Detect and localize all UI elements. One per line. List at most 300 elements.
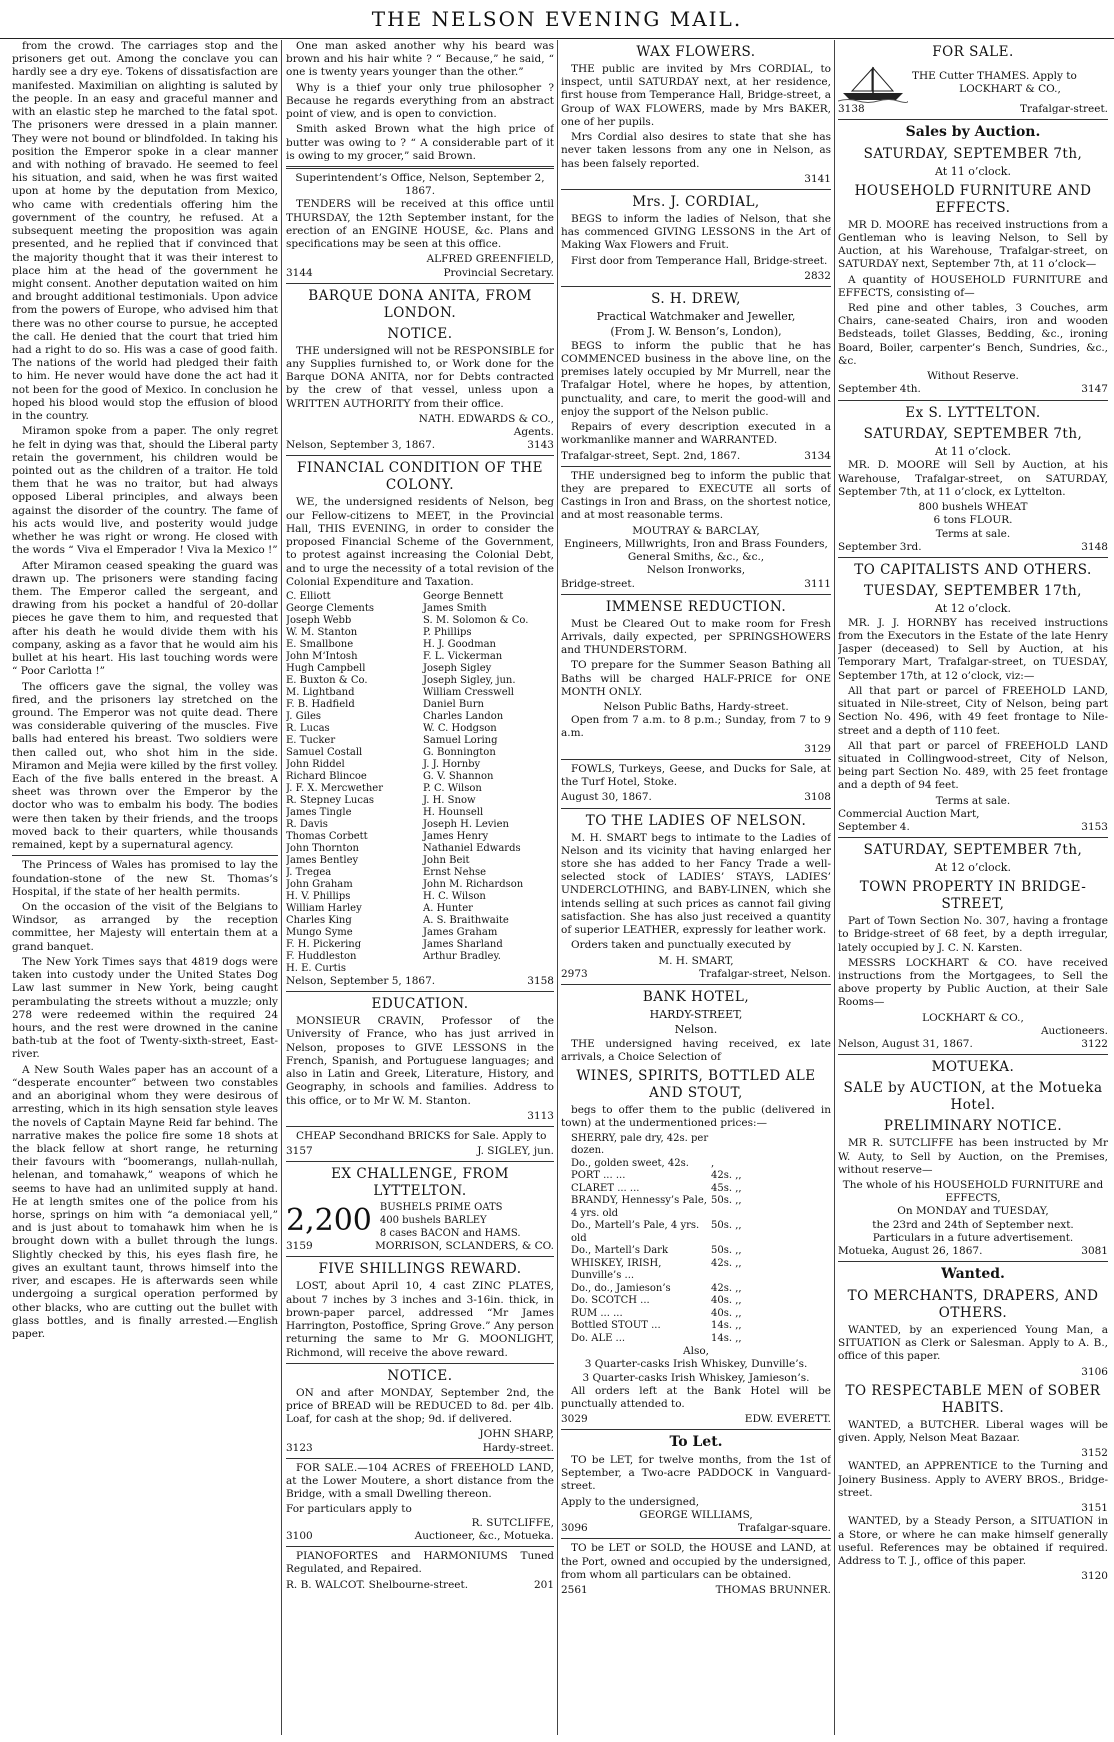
column-1 (12, 40, 278, 1735)
challenge-line: BUSHELS PRIME OATS (379, 1202, 503, 1214)
ad-number: 3134 (804, 449, 831, 462)
piano-body: PIANOFORTES and HARMONIUMS Tuned Regulated, and Repaired. (286, 1550, 554, 1576)
auction-date: SATURDAY, SEPTEMBER 7th, (863, 145, 1083, 162)
acres-body: FOR SALE.—104 ACRES of FREEHOLD LAND, at the Lower Moutere, a short distance from the Bridge, with a small Dwelling thereon. (286, 1461, 554, 1501)
drew-body-2: Repairs of every description executed in a workmanlike manner and WARRANTED. (561, 421, 831, 447)
price-row (561, 1320, 831, 1333)
signatory-name: H. E. Curtis (286, 963, 346, 974)
price-row (561, 1195, 831, 1220)
cordial-title: Mrs. J. CORDIAL, (632, 193, 760, 210)
divider (561, 808, 831, 809)
divider (561, 189, 831, 190)
divider (838, 400, 1108, 401)
ad-number: 3111 (804, 577, 831, 590)
price-value: 14s. ,, (711, 1320, 742, 1332)
forsale-block (838, 63, 1108, 103)
tolet-signer: GEORGE WILLIAMS, (639, 1508, 753, 1521)
divider (838, 1261, 1108, 1262)
divider (286, 991, 554, 992)
divider (286, 283, 554, 284)
ad-date: Motueka, August 26, 1867. (838, 1245, 983, 1258)
signatory-name: J. H. Snow (423, 795, 476, 806)
price-item: WHISKEY, IRISH, Dunville’s ... (571, 1257, 662, 1282)
capitalists-terms: Terms at sale. (935, 794, 1011, 807)
cordial-body-2: First door from Temperance Hall, Bridge-street. (571, 254, 828, 267)
signatory-name: Richard Blincoe (286, 771, 367, 782)
ad-number: 3157 (286, 1145, 313, 1158)
joke-item: One man asked another why his beard was brown and his hair white ? “ Because,” he said, “ one is twenty years younger than the other.” (286, 40, 554, 79)
auction-item: 6 tons FLOUR. (933, 514, 1013, 527)
motueka-line: The whole of his HOUSEHOLD FURNITURE and EFFECTS, (842, 1179, 1104, 1205)
ad-date: Trafalgar-street, Sept. 2nd, 1867. (561, 449, 741, 462)
price-item: BRANDY, Hennessy’s Pale, 4 yrs. old (571, 1195, 707, 1219)
ladies-signer: M. H. SMART, (658, 954, 734, 967)
bank-title: BANK HOTEL, (642, 988, 750, 1005)
moutray-signer: MOUTRAY & BARCLAY, (632, 524, 760, 537)
signatory-name: E. Tucker (286, 735, 336, 746)
ad-number: 3152 (1081, 1447, 1108, 1460)
bank-headline: WINES, SPIRITS, BOTTLED ALE AND STOUT, (576, 1068, 816, 1102)
auction-body: MR. D. MOORE will Sell by Auction, at his Warehouse, Trafalgar-street, on SATURDAY, September 7th, at 11 o’clock, ex Lyttelton. (838, 459, 1108, 498)
price-item: Do., golden sweet, 42s. (571, 1157, 689, 1169)
wanted-body: WANTED, a BUTCHER. Liberal wages will be given. Apply, Nelson Meat Bazaar. (838, 1418, 1108, 1445)
ad-date: Nelson, September 3, 1867. (286, 439, 436, 452)
signatory-name: John Thornton (286, 843, 359, 854)
price-row (561, 1133, 831, 1158)
notice-heading: NOTICE. (387, 325, 453, 342)
divider (286, 1458, 554, 1459)
price-value: 42s. ,, (711, 1257, 742, 1269)
signatory-name: S. M. Solomon & Co. (423, 615, 529, 626)
barque-title: BARQUE DONA ANITA, FROM LONDON. (308, 287, 532, 321)
signatory-name: J. F. X. Mercwether (286, 783, 383, 794)
divider (12, 855, 278, 856)
ad-number: 3106 (1081, 1365, 1108, 1378)
bank-body-3: All orders left at the Bank Hotel will be punctually attended to. (561, 1384, 831, 1410)
wanted-heading: TO RESPECTABLE MEN of SOBER HABITS. (845, 1382, 1101, 1416)
signatory-name: W. M. Stanton (286, 627, 358, 638)
town-body: Part of Town Section No. 307, having a frontage to Bridge-street of 68 feet, by a depth irregular, lately occupied by J. C. N. Karsten. (838, 915, 1108, 954)
ad-number: 3120 (1081, 1570, 1108, 1583)
signatory-name: J. J. Hornby (423, 759, 481, 770)
ad-number: 3147 (1081, 383, 1108, 396)
price-row (561, 1258, 831, 1283)
ad-number: 3143 (527, 439, 554, 452)
divider (561, 1538, 831, 1539)
town-date: SATURDAY, SEPTEMBER 7th, (863, 842, 1083, 859)
barque-agents: Agents. (513, 426, 554, 439)
reward-title: FIVE SHILLINGS REWARD. (318, 1261, 522, 1278)
signatory-name: John M. Richardson (423, 879, 524, 890)
capitalists-mart: Commercial Auction Mart, (838, 807, 980, 820)
price-item: SHERRY, pale dry, 42s. per dozen. (571, 1132, 709, 1157)
ad-date: September 4. (838, 821, 910, 834)
divider (561, 759, 831, 760)
price-item: RUM ... ... (571, 1307, 623, 1319)
signatory-name: Mungo Syme (286, 927, 353, 938)
challenge-title: EX CHALLENGE, FROM LYTTELTON. (331, 1166, 509, 1200)
price-item: Do., Martell’s Pale, 4 yrs. old (571, 1220, 700, 1244)
signer-title: Auctioneers. (1040, 1024, 1108, 1037)
forsale-addr: Trafalgar-street. (1020, 103, 1108, 115)
divider (286, 1363, 554, 1364)
news-item: On the occasion of the visit of the Belgians to Windsor, as arranged by the reception committee, her Majesty will entertain them at a grand banquet. (12, 901, 278, 953)
bread-signer: JOHN SHARP, (479, 1428, 554, 1441)
price-list (561, 1133, 831, 1346)
price-item: Bottled STOUT ... (571, 1320, 661, 1332)
tenders-office: Superintendent’s Office, Nelson, September 2, 1867. (295, 171, 545, 198)
ad-number: 3151 (1081, 1502, 1108, 1515)
motueka-line: the 23rd and 24th of September next. (872, 1218, 1074, 1231)
piano-signer: R. B. WALCOT. Shelbourne-street. (286, 1578, 469, 1591)
price-item: Do. SCOTCH ... (571, 1295, 650, 1307)
bank-also-line: 3 Quarter-casks Irish Whiskey, Dunville’s. (584, 1358, 808, 1371)
price-row (561, 1158, 831, 1171)
signatory-name: F. H. Pickering (286, 939, 362, 950)
tolet-signer-2: THOMAS BRUNNER. (715, 1583, 831, 1596)
motueka-line: On MONDAY and TUESDAY, (897, 1205, 1049, 1218)
town-signer: LOCKHART & CO., (922, 1011, 1024, 1024)
price-row (561, 1295, 831, 1308)
wanted-title: Wanted. (941, 1266, 1005, 1283)
bricks-body: CHEAP Secondhand BRICKS for Sale. Apply to (296, 1129, 547, 1142)
challenge-line: 400 bushels BARLEY (379, 1215, 487, 1226)
signatory-name: M. Lightband (286, 687, 355, 698)
ladies-addr: Trafalgar-street, Nelson. (699, 967, 831, 980)
town-title: TOWN PROPERTY IN BRIDGE-STREET, (859, 879, 1087, 913)
divider (286, 1161, 554, 1162)
capitalists-time: At 12 o’clock. (935, 601, 1011, 615)
bank-body-2: begs to offer them to the public (delivered in town) at the undermentioned prices:— (561, 1104, 831, 1130)
price-item: CLARET ... ... (571, 1182, 640, 1194)
ad-number: 3100 (286, 1529, 313, 1542)
price-value: 40s. ,, (711, 1295, 742, 1307)
motueka-title: MOTUEKA. (931, 1059, 1015, 1076)
signatory-name: James Tingle (286, 807, 352, 818)
price-item: Do., do., Jamieson’s (571, 1282, 671, 1294)
reduction-body: Must be Cleared Out to make room for Fresh Arrivals, daily expected, per SPRINGSHOWERS and THUNDERSTORM. (561, 617, 831, 657)
price-row (561, 1183, 831, 1196)
auction-time: At 11 o’clock. (935, 444, 1011, 458)
cordial-body: BEGS to inform the ladies of Nelson, that she has commenced GIVING LESSONS in the Art of Making Wax Flowers and Fruit. (561, 212, 831, 252)
signatory-name: George Bennett (423, 591, 504, 602)
signatory-name: E. Smallbone (286, 639, 354, 650)
tenders-signer: ALFRED GREENFIELD, (426, 253, 554, 266)
forsale-body: THE Cutter THAMES. Apply to (912, 69, 1077, 82)
signatory-name: Charles King (286, 915, 352, 926)
tolet-apply: Apply to the undersigned, (561, 1495, 700, 1508)
divider (838, 1054, 1108, 1055)
signatory-name: H. Hounsell (423, 807, 484, 818)
signatory-name: James Bentley (286, 855, 359, 866)
signatory-name: James Sharland (423, 939, 503, 950)
signatory-name: H. V. Phillips (286, 891, 351, 902)
town-body-2: MESSRS LOCKHART & CO. have received instructions from the Mortgagees, to Sell the above property by Public Auction, at their Sale Rooms— (838, 956, 1108, 1009)
signatory-name: Arthur Bradley. (423, 951, 501, 962)
ad-date: Nelson, August 31, 1867. (838, 1038, 973, 1051)
masthead: THE NELSON EVENING MAIL. (0, 0, 1114, 39)
signatory-name: H. J. Goodman (423, 639, 496, 650)
price-value: 50s. ,, (711, 1220, 742, 1232)
auction-body: Red pine and other tables, 3 Couches, arm Chairs, cane-seated Chairs, iron and wooden Bedsteads, toilet Glasses, Bedding, &c., ironing Board, Boiler, carpenter’s Bench, Sundries, &c., &c. (838, 302, 1108, 367)
tolet-addr: Trafalgar-square. (737, 1522, 831, 1535)
capitalists-lot: All that part or parcel of FREEHOLD LAND, situated in Nile-street, City of Nelson, being part Section No. 496, with 49 feet frontage to Nile-street and a depth of 110 feet. (838, 684, 1108, 737)
bank-signer: EDW. EVERETT. (744, 1413, 831, 1426)
ad-number: 3148 (1081, 540, 1108, 553)
bank-body: THE undersigned having received, ex late arrivals, a Choice Selection of (561, 1037, 831, 1063)
signatory-name: Hugh Campbell (286, 663, 366, 674)
signer-title: Auctioneer, &c., Motueka. (414, 1529, 554, 1542)
signatory-name: John Beit (423, 855, 470, 866)
tolet-body: TO be LET, for twelve months, from the 1st of September, a Two-acre PADDOCK in Vanguard-street. (561, 1454, 831, 1493)
signatory-name: John Riddel (286, 759, 345, 770)
column-2 (286, 40, 554, 1735)
baths-hours: Open from 7 a.m. to 8 p.m.; Sunday, from 7 to 9 a.m. (561, 714, 831, 740)
signatory-name: R. Davis (286, 819, 328, 830)
column-rule (557, 40, 558, 1735)
challenge-signer: MORRISON, SCLANDERS, & CO. (375, 1240, 554, 1253)
bank-also-line: 3 Quarter-casks Irish Whiskey, Jamieson’s. (582, 1371, 810, 1384)
reward-body: LOST, about April 10, 4 cast ZINC PLATES, about 7 inches by 3 inches and 3-16in. thick, in brown-paper parcel, addressed “Mr James Harrington, Postoffice, Spring Grove.” Any person returning the same to Mr G. MOONLIGHT, Richmond, will receive the above reward. (286, 1280, 554, 1359)
ad-number: 3153 (1081, 821, 1108, 834)
column-rule (281, 40, 282, 1735)
wanted-body: WANTED, by a Steady Person, a SITUATION in a Store, or where he can make himself generally useful. References may be obtained if required. Address to T. J., office of this paper. (838, 1515, 1108, 1567)
article-paragraph: from the crowd. The carriages stop and the prisoners get out. Among the conclave you can hardly see a dry eye. Tokens of dissatisfaction are manifested. Maximilian on alighting is saluted by the people. In an easy and graceful manner and with an elastic step he marched to the fatal spot. The prisoners were dressed in a plain manner. They were not bound or blindfolded. In taking his position the Emperor spoke in a clear manner and with nothing of bravado. He seemed to feel his situation, and said, when he was first waited upon at home by the deputation from Mexico, who came with credentials offering him the government of the country, he refused. At a subsequent meeting the proposition was again presented, and he replied that if convinced that the majority thought that it was their interest to place him at the head of the government he might consent. Another deputation waited on him and brought additional testimonials. Upon advice from the powers of Europe, who advised him that there was no other course to pursue, he accepted the call. He denied that the court that tried him had a right to do so. His was a case of good faith. The nations of the world had pledged their faith to him. He never would have done the act had it not been for the good of Mexico. In conclusion he hoped his blood would stop the effusion of blood in the country. (12, 40, 278, 423)
signatory-name: F. Huddleston (286, 951, 357, 962)
moutray-sub: Engineers, Millwrights, Iron and Brass Founders, General Smiths, &c., &c., (564, 537, 828, 564)
ad-number: 3138 (838, 103, 865, 115)
price-item: Do. ALE ... (571, 1332, 626, 1344)
signatory-name: J. Tregea (286, 867, 332, 878)
ladies-body-2: Orders taken and punctually executed by (571, 939, 792, 952)
ad-number: 3108 (804, 791, 831, 804)
signatory-name: Ernst Nehse (423, 867, 487, 878)
signatory-name: John M‘Intosh (286, 651, 358, 662)
divider (286, 166, 554, 169)
challenge-big-number: 2,200 (286, 1203, 372, 1239)
ad-date: September 3rd. (838, 540, 922, 553)
price-row (561, 1333, 831, 1346)
bank-also: Also, (683, 1345, 709, 1358)
moutray-body: THE undersigned beg to inform the public that they are prepared to EXECUTE all sorts of Castings in Iron and Brass, on the shortest notice, and at most reasonable terms. (561, 469, 831, 522)
tenders-body: TENDERS will be received at this office until THURSDAY, the 12th September instant, for the erection of an ENGINE HOUSE, &c. Plans and specifications may be seen at this office. (286, 198, 554, 251)
price-value: 14s. ,, (711, 1332, 742, 1344)
price-row (561, 1283, 831, 1296)
motueka-line: Particulars in a future advertisement. (872, 1231, 1074, 1244)
ad-number: 3113 (527, 1109, 554, 1122)
barque-signer: NATH. EDWARDS & CO., (418, 412, 554, 425)
capitalists-lot: All that part or parcel of FREEHOLD LAND situated in Collingwood-street, City of Nelson, being part Section No. 489, with 25 feet frontage and a depth of 94 feet. (838, 739, 1108, 792)
capitalists-title: TO CAPITALISTS AND OTHERS. (854, 561, 1092, 578)
challenge-line: 8 cases BACON and HAMS. (379, 1227, 521, 1239)
column-rule (834, 40, 835, 1735)
drew-sub: Practical Watchmaker and Jeweller, (596, 310, 796, 324)
wax-body-2: Mrs Cordial also desires to state that she has never taken lessons from any one in Nelson, as has been falsely reported. (561, 131, 831, 170)
drew-title: S. H. DREW, (651, 291, 741, 308)
signatory-name: J. Giles (286, 711, 322, 722)
ad-number: 3141 (804, 172, 831, 185)
baths-sub: Nelson Public Baths, Hardy-street. (603, 701, 789, 714)
ad-number: 3158 (527, 975, 554, 987)
signatory-name: Joseph H. Levien (423, 819, 509, 830)
signatory-name: Joseph Sigley, jun. (423, 675, 516, 686)
signatory-name: Samuel Costall (286, 747, 363, 758)
signatory-name: William Cresswell (423, 687, 515, 698)
price-value: 42s. ,, (711, 1282, 742, 1294)
motueka-body: MR R. SUTCLIFFE has been instructed by Mr W. Auty, to Sell by Auction, on the Premises, without reserve— (838, 1137, 1108, 1176)
ad-number: 2561 (561, 1583, 588, 1596)
signatory-name: Joseph Webb (286, 615, 352, 626)
wax-title: WAX FLOWERS. (636, 44, 756, 60)
ad-number: 3081 (1081, 1245, 1108, 1258)
price-value: 45s. ,, (711, 1182, 742, 1194)
signer-title: Provincial Secretary. (443, 266, 554, 279)
town-time: At 12 o’clock. (935, 861, 1011, 875)
capitalists-body: MR. J. J. HORNBY has received instructions from the Executors in the Estate of the late Henry Jasper (deceased) to Sell by Auction, at his Temporary Mart, Trafalgar-street, on TUESDAY, September 17th, at 12 o’clock, viz:— (838, 616, 1108, 682)
signatory-name: R. Stepney Lucas (286, 795, 375, 806)
ladies-body: M. H. SMART begs to intimate to the Ladies of Nelson and its vicinity that having enlarged her store she has added to her Fancy Trade a well-selected stock of LADIES’ STAYS, LADIES’ UNDERCLOTHING, and BABY-LINEN, which she intends selling at such prices as cannot fail giving satisfaction. She has also just received a quantity of superior LEATHER, expressly for leather work. (561, 831, 831, 937)
divider (286, 455, 554, 456)
signatory-name (423, 963, 554, 975)
signatory-name: Daniel Burn (423, 699, 484, 710)
ad-date: August 30, 1867. (561, 791, 652, 804)
divider (286, 1546, 554, 1547)
news-item: The New York Times says that 4819 dogs were taken into custody under the United States Dog Law last summer in New York, being caught perambulating the streets without a muzzle; only 278 were redeemed within the required 24 hours, and the rest were drowned in the canine bath-tub at the foot of Twenty-sixth-street, East-river. (12, 955, 278, 1061)
news-item: The Princess of Wales has promised to lay the foundation-stone of the new St. Thomas’s Hospital, if the state of her health permits. (12, 859, 278, 898)
signatory-name: William Harley (286, 903, 362, 914)
signatory-name: George Clements (286, 603, 374, 614)
moutray-sub: Nelson Ironworks, (646, 564, 746, 577)
signatory-name: P. C. Wilson (423, 783, 482, 794)
signatory-name: W. C. Hodgson (423, 723, 497, 734)
bread-addr: Hardy-street. (482, 1441, 554, 1454)
bread-body: ON and after MONDAY, September 2nd, the price of BREAD will be REDUCED to 8d. per 4lb. Loaf, for cash at the shop; 9d. if delivered. (286, 1386, 554, 1426)
auction-item: 800 bushels WHEAT (918, 501, 1028, 514)
wax-body: THE public are invited by Mrs CORDIAL, to inspect, until SATURDAY next, at her residence, first house from Temperance Hall, Bridge-street, a Group of WAX FLOWERS, made by Mrs BAKER, one of her pupils. (561, 63, 831, 128)
reduction-title: IMMENSE REDUCTION. (605, 598, 787, 615)
divider (561, 1429, 831, 1430)
financial-body: WE, the undersigned residents of Nelson, beg our Fellow-citizens to MEET, in the Provincial Hall, THIS EVENING, in order to consider the proposed Financial Scheme of the Government, to protest against increasing the Colonial Debt, and to urge the necessity of a total revision of the Colonial Expenditure and Taxation. (286, 496, 554, 588)
signatory-name: G. V. Shannon (423, 771, 494, 782)
signatory-name: H. C. Wilson (423, 891, 486, 902)
moutray-addr: Bridge-street. (561, 577, 635, 590)
education-title: EDUCATION. (371, 996, 469, 1013)
ad-number: 3122 (1081, 1038, 1108, 1051)
wanted-heading: TO MERCHANTS, DRAPERS, AND OTHERS. (847, 1287, 1099, 1321)
price-row (561, 1220, 831, 1245)
price-value: 42s. ,, (711, 1170, 742, 1182)
signatory-name: James Graham (423, 927, 498, 938)
signatory-name: John Graham (286, 879, 353, 890)
signatory-name: Samuel Loring (423, 735, 498, 746)
ad-date: Nelson, September 5, 1867. (286, 975, 436, 987)
article-paragraph: After Miramon ceased speaking the guard was drawn up. The prisoners were standing facing them. The Emperor called the sergeant, and drawing from his pocket a handful of 20-dollar pieces he gave them to him, and requested that after his death he would divide them with his company, asking as a favor that he would aim his bullet at his heart. His last touching words were “ Poor Carlotta !” (12, 559, 278, 678)
signatory-name: A. S. Braithwaite (423, 915, 509, 926)
price-row (561, 1245, 831, 1258)
forsale-signer: LOCKHART & CO., (959, 83, 1061, 95)
acres-signer: R. SUTCLIFFE, (471, 1516, 554, 1529)
motueka-sale: SALE by AUCTION, at the Motueka Hotel. (843, 1080, 1103, 1114)
auction-time: At 11 o’clock. (935, 164, 1011, 178)
signatories-list (286, 591, 554, 975)
price-row (561, 1170, 831, 1183)
ad-number: 3123 (286, 1441, 313, 1454)
divider (838, 119, 1108, 120)
tolet-title: To Let. (669, 1434, 723, 1451)
wanted-body: WANTED, by an experienced Young Man, a SITUATION as Clerk or Salesman. Apply to A. B., office of this paper. (838, 1323, 1108, 1363)
forsale-title: FOR SALE. (932, 44, 1014, 60)
wanted-body: WANTED, an APPRENTICE to the Turning and Joinery Business. Apply to AVERY BROS., Bridge-street. (838, 1460, 1108, 1499)
bread-title: NOTICE. (387, 1367, 453, 1384)
divider (561, 594, 831, 595)
auction-heading: HOUSEHOLD FURNITURE AND EFFECTS. (854, 182, 1092, 216)
ad-number: 3144 (286, 266, 313, 279)
signatory-name: James Smith (423, 603, 487, 614)
auction-title: Sales by Auction. (905, 124, 1041, 141)
column-4 (838, 40, 1108, 1735)
barque-body: THE undersigned will not be RESPONSIBLE for any Supplies furnished to, or Work done for the Barque DONA ANITA, nor for Debts contracted by the crew of that vessel, unless upon a WRITTEN AUTHORITY from their office. (286, 344, 554, 410)
motueka-prelim: PRELIMINARY NOTICE. (883, 1118, 1063, 1135)
price-row (561, 1308, 831, 1321)
price-item: Do., Martell’s Dark (571, 1245, 669, 1257)
signatory-name: C. Elliott (286, 591, 331, 602)
ad-number: 3159 (286, 1240, 313, 1253)
signatory-name: F. L. Vickerman (423, 651, 503, 662)
auction-date: SATURDAY, SEPTEMBER 7th, (863, 425, 1083, 442)
ladies-title: TO THE LADIES OF NELSON. (585, 812, 807, 829)
bricks-signer: J. SIGLEY, jun. (477, 1145, 554, 1158)
article-paragraph: The officers gave the signal, the volley was fired, and the prisoners lay stretched on the ground. The Emperor was not quite dead. There was considerable quivering of the muscles. Five balls had entered his breast. Two soldiers were then called out, who shot him in the side. Miramon and Mejia were killed by the first volley. Each of the five balls entered in the breast. A sheet was thrown over the Emperor by the doctor who was to embalm his body. The bodies were then taken by their friends, and the troops moved back to their quarters, while thousands remained, kept by a supernatural agency. (12, 680, 278, 852)
price-item: PORT ... ... (571, 1170, 626, 1182)
price-value: , (711, 1157, 715, 1169)
ad-number: 3129 (804, 742, 831, 755)
signatory-name: A. Hunter (423, 903, 473, 914)
drew-body: BEGS to inform the public that he has COMMENCED business in the above line, on the premises lately occupied by Mr Murrell, near the Trafalgar Hotel, where he hopes, by attention, punctuality, and care, to merit the good-will and enjoy the support of the Nelson public. (561, 339, 831, 418)
signatory-name: Charles Landon (423, 711, 504, 722)
joke-item: Smith asked Brown what the high price of butter was owing to ? “ A considerable part of it is owing to my grocer,” said Brown. (286, 123, 554, 162)
signatory-name: E. Buxton & Co. (286, 675, 368, 686)
capitalists-date: TUESDAY, SEPTEMBER 17th, (864, 582, 1082, 599)
signatory-name: James Henry (423, 831, 489, 842)
bank-sub: HARDY-STREET, (649, 1007, 743, 1021)
divider (286, 1256, 554, 1257)
bank-sub: Nelson. (674, 1022, 718, 1036)
auction-terms: Terms at sale. (935, 527, 1011, 540)
signatory-name: Joseph Sigley (423, 663, 492, 674)
signatory-name: F. B. Hadfield (286, 699, 355, 710)
signatory-name: G. Bonnington (423, 747, 496, 758)
fowls-body: FOWLS, Turkeys, Geese, and Ducks for Sale, at the Turf Hotel, Stoke. (561, 762, 831, 789)
challenge-block (286, 1202, 554, 1240)
auction-body: A quantity of HOUSEHOLD FURNITURE and EFFECTS, consisting of— (838, 273, 1108, 299)
ad-number: 2973 (561, 967, 588, 980)
article-paragraph: Miramon spoke from a paper. The only regret he felt in dying was that, should the Liberal party retain the government, his children would be pointed out as the children of a traitor. He told them that he was no traitor, but had always opposed Liberal principles, and always been against the disorder of the country. The fame of his acts would live, and posterity would judge whether he was right or wrong. He closed with the words “ Viva el Emperador ! Viva la Mexico !” (12, 425, 278, 557)
auction-reserve: Without Reserve. (927, 370, 1019, 383)
ad-number: 2832 (804, 269, 831, 282)
divider (561, 286, 831, 287)
price-value: 50s. ,, (711, 1245, 742, 1257)
education-body: MONSIEUR CRAVIN, Professor of the University of France, who has just arrived in Nelson, proposes to GIVE LESSONS in the French, Spanish, and Portuguese languages; and also in Latin and Greek, Literature, History, and Geography, in schools and families. Address to this office, or to Mr W. M. Stanton. (286, 1015, 554, 1107)
signatory-name: Thomas Corbett (286, 831, 368, 842)
signatory-name: R. Lucas (286, 723, 330, 734)
ad-number: 201 (533, 1578, 554, 1591)
baths-body: TO prepare for the Summer Season Bathing all Baths will be charged HALF-PRICE for ONE MONTH ONLY. (561, 659, 831, 698)
financial-title: FINANCIAL CONDITION OF THE COLONY. (297, 460, 543, 494)
drew-sub: (From J. W. Benson’s, London), (610, 324, 782, 338)
auction-heading: Ex S. LYTTELTON. (905, 404, 1041, 421)
acres-apply: For particulars apply to (286, 1503, 412, 1516)
ad-number: 3029 (561, 1413, 588, 1426)
